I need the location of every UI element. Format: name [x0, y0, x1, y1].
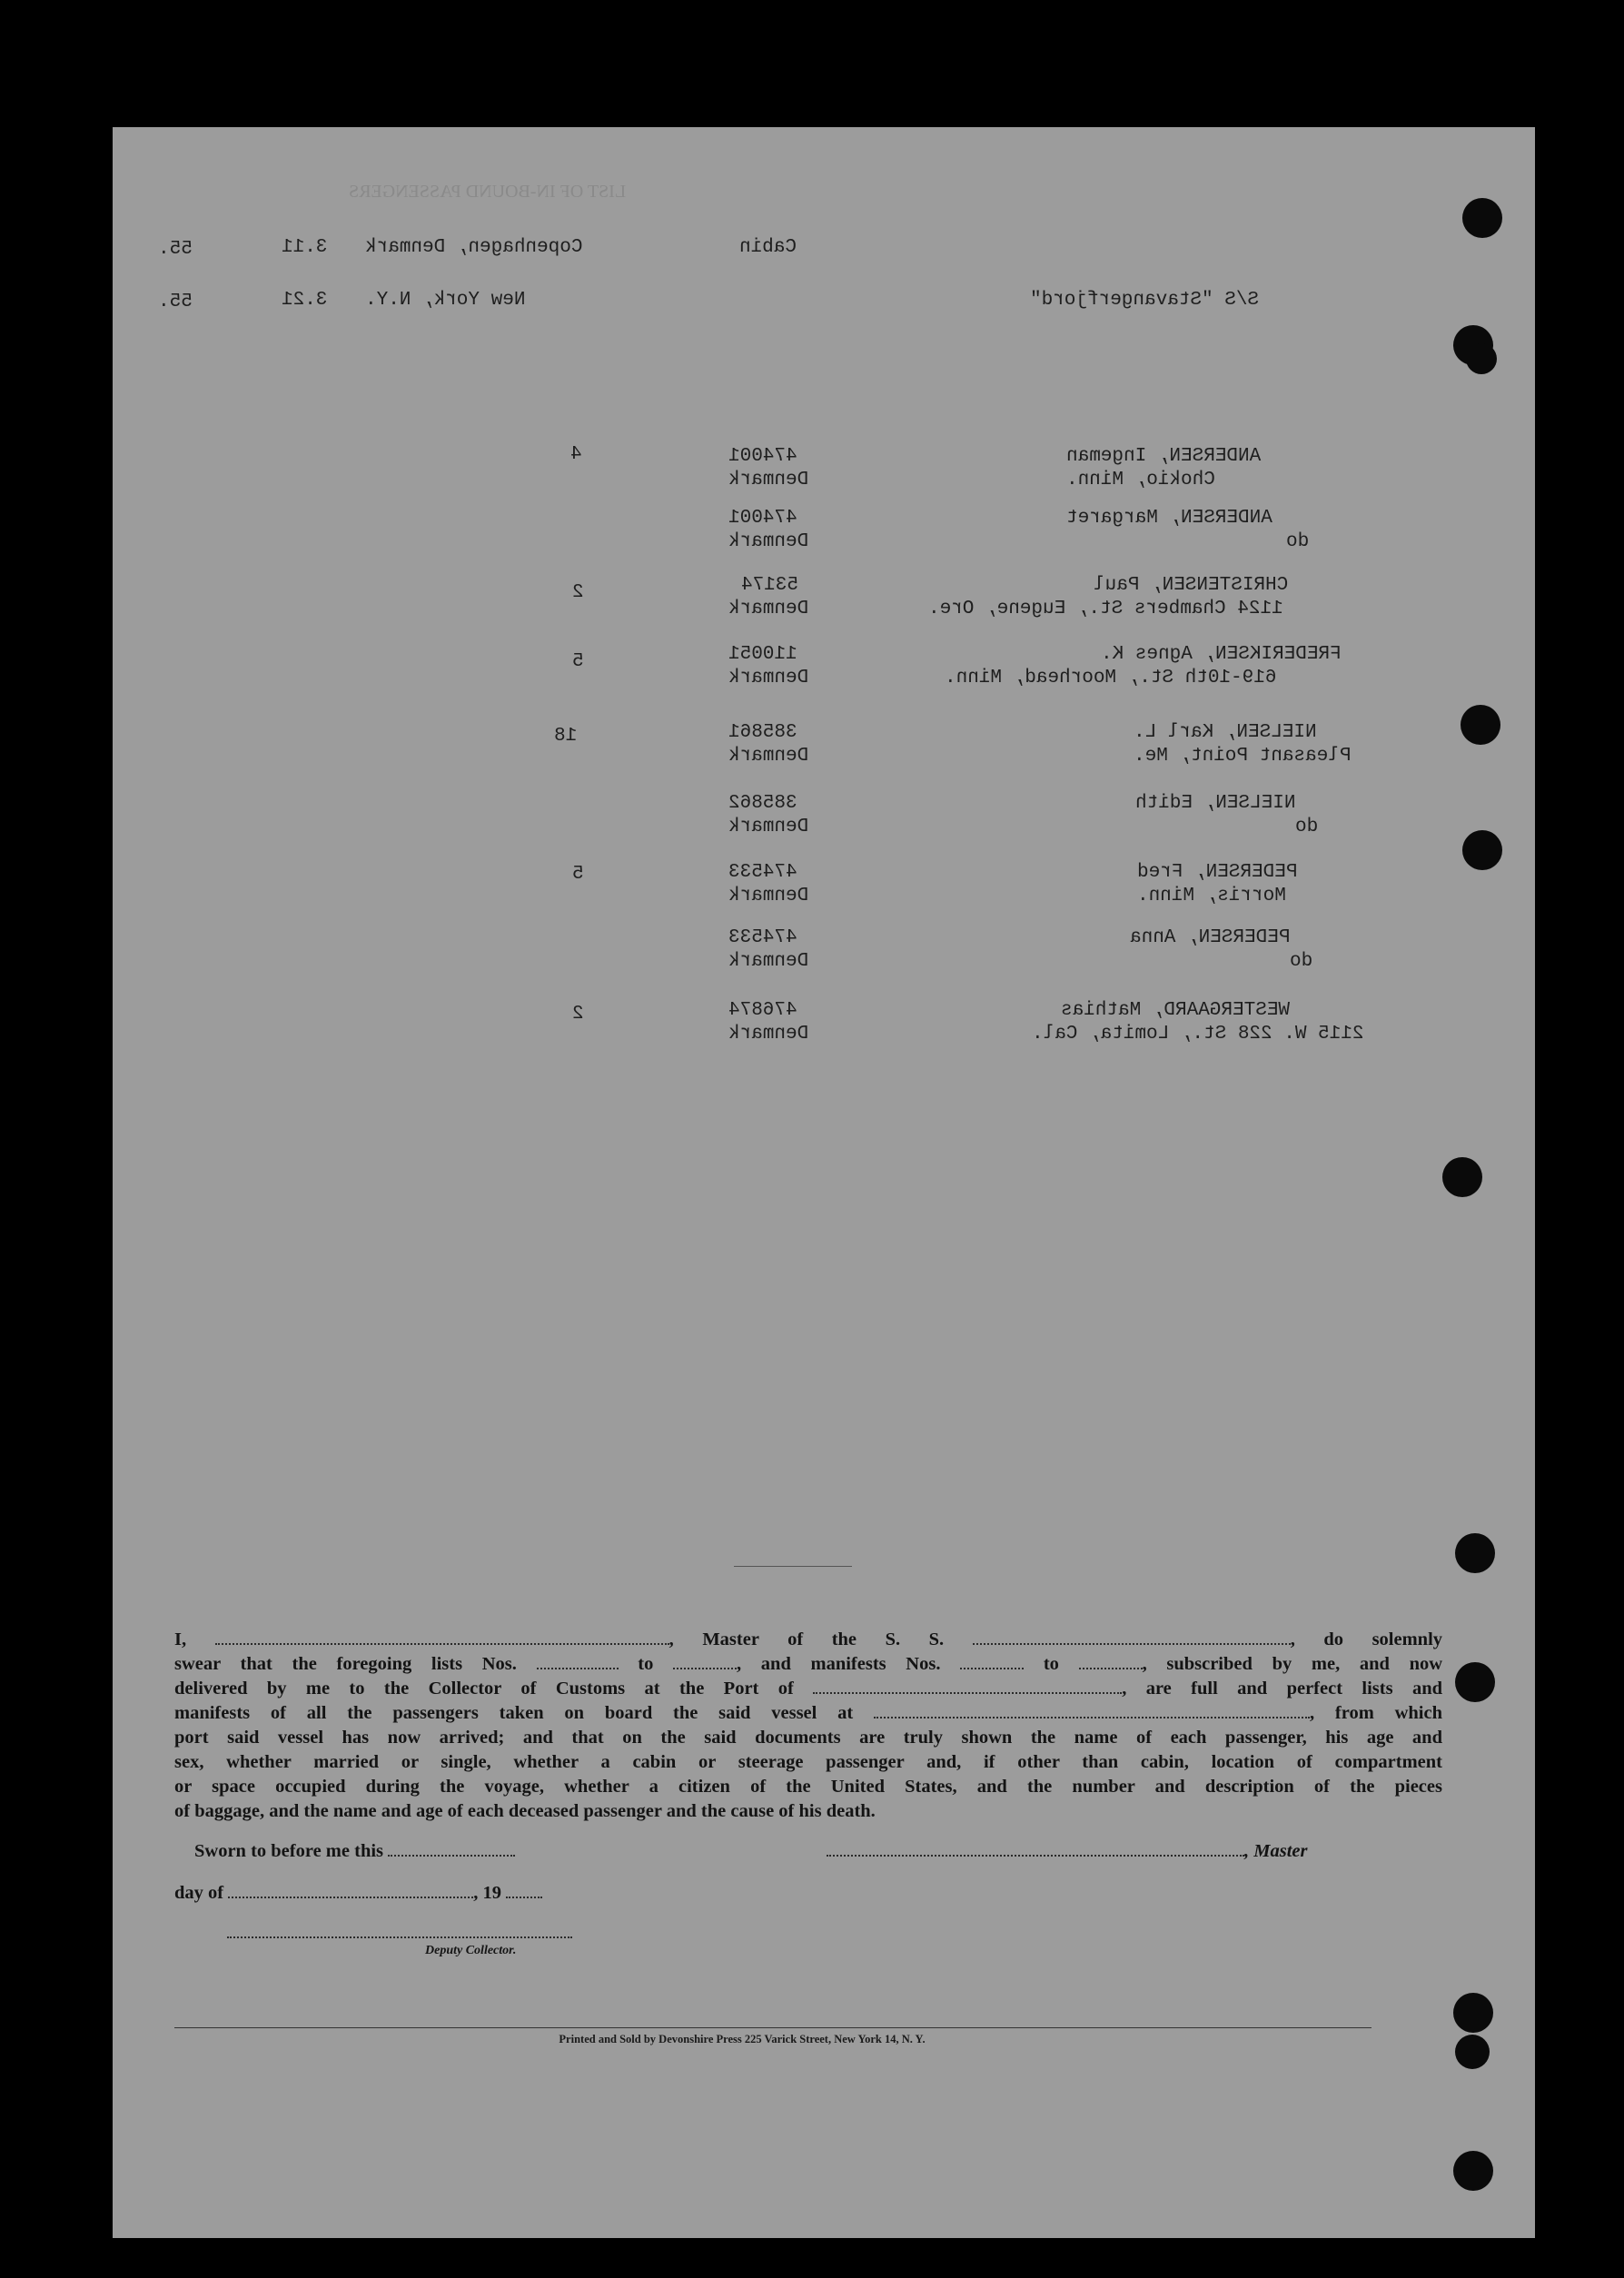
- header-port: Copenhagen, Denmark: [365, 237, 583, 258]
- master-signature-blank[interactable]: [827, 1840, 1244, 1857]
- departure-port-blank[interactable]: [874, 1702, 1310, 1718]
- binder-hole: [1442, 1157, 1482, 1197]
- passenger-country: Denmark: [728, 951, 809, 972]
- printer-imprint: Printed and Sold by Devonshire Press 225 Varick Street, New York 14, N. Y.: [559, 2033, 926, 2045]
- passenger-address: do: [1290, 951, 1313, 972]
- passenger-number: 385861: [728, 722, 797, 743]
- deputy-label: [425, 1944, 516, 1958]
- year-text: , 19: [473, 1883, 501, 1903]
- header-col-no: 55.: [158, 292, 193, 312]
- binder-hole: [1455, 1662, 1495, 1702]
- passenger-address: do: [1295, 817, 1319, 837]
- header-ship: S/S "Stavangerfjord": [1030, 290, 1260, 311]
- passenger-name: CHRISTENSEN, Paul: [1094, 575, 1289, 596]
- passenger-country: Denmark: [728, 1024, 809, 1045]
- passenger-count: 5: [572, 864, 584, 885]
- passenger-count: 2: [572, 582, 584, 603]
- manifest-from-blank[interactable]: [960, 1653, 1024, 1669]
- oath-line: [174, 1701, 1442, 1726]
- binder-hole: [1466, 343, 1497, 374]
- passenger-number: 476874: [728, 1000, 797, 1021]
- passenger-number: 474001: [728, 508, 797, 529]
- binder-hole: [1455, 1533, 1495, 1573]
- passenger-country: Denmark: [728, 817, 809, 837]
- passenger-country: Denmark: [728, 886, 809, 906]
- oath-text: , do solemnly: [1290, 1629, 1443, 1649]
- passenger-address: Pleasant Point, Me.: [1134, 746, 1352, 767]
- passenger-country: Denmark: [728, 599, 809, 619]
- binder-hole: [1455, 2035, 1490, 2069]
- master-signature: [827, 1840, 1307, 1862]
- oath-text: , are full and perfect lists and: [1122, 1679, 1442, 1699]
- header-class: Cabin: [739, 237, 797, 258]
- day-of-blank[interactable]: [228, 1882, 473, 1898]
- passenger-address: 619-10th St., Moorhead, Minn.: [945, 668, 1277, 688]
- passenger-name: ANDERSEN, Ingeman: [1066, 446, 1262, 467]
- passenger-number: 474533: [728, 927, 797, 948]
- oath-text: , subscribed by me, and now: [1142, 1654, 1443, 1674]
- passenger-address: Morris, Minn.: [1137, 886, 1286, 906]
- passenger-address: 2115 W. 228 St., Lomita, Cal.: [1032, 1024, 1364, 1045]
- deputy-text: Deputy Collector.: [425, 1944, 517, 1957]
- year-blank[interactable]: [506, 1882, 542, 1898]
- document-page: [113, 127, 1535, 2238]
- passenger-number: 385862: [728, 793, 797, 814]
- header-port: New York, N.Y.: [365, 290, 526, 311]
- port-blank[interactable]: [813, 1678, 1122, 1694]
- day-of-line: [174, 1882, 542, 1904]
- oath-line: [174, 1677, 1442, 1701]
- list-from-blank[interactable]: [537, 1653, 619, 1669]
- oath-line: sex, whether married or single, whether a cabin or steerage passenger and, if other than cabin, location of compartment: [174, 1752, 1442, 1772]
- passenger-count: 4: [570, 444, 582, 465]
- sworn-text: Sworn to before me this: [194, 1841, 384, 1861]
- binder-hole: [1462, 198, 1502, 238]
- oath-text: , Master of the S. S.: [668, 1629, 945, 1649]
- deputy-signature-line[interactable]: [227, 1922, 572, 1944]
- master-name-blank[interactable]: [215, 1629, 669, 1645]
- binder-hole: [1453, 1993, 1493, 2033]
- master-oath: [174, 1628, 1442, 1824]
- header-date: 3.11: [282, 237, 328, 258]
- oath-line: of baggage, and the name and age of each deceased passenger and the cause of his death.: [174, 1801, 876, 1821]
- passenger-country: Denmark: [728, 470, 809, 490]
- passenger-count: 18: [554, 726, 578, 747]
- header-col-no: 55.: [158, 239, 193, 260]
- oath-text: manifests of all the passengers taken on board the said vessel at: [174, 1703, 854, 1723]
- faint-title: LIST OF IN-BOUND PASSENGERS: [349, 182, 627, 202]
- deputy-signature-blank[interactable]: [227, 1922, 572, 1938]
- passenger-name: NIELSEN, Edith: [1135, 793, 1296, 814]
- oath-text: I,: [174, 1629, 187, 1649]
- footer-rule: [174, 2027, 1371, 2028]
- passenger-country: Denmark: [728, 531, 809, 552]
- binder-hole: [1461, 705, 1500, 745]
- passenger-address: do: [1286, 531, 1310, 552]
- oath-text: , and manifests Nos.: [737, 1654, 941, 1674]
- oath-line: port said vessel has now arrived; and that on the said documents are truly shown the name of each passenger, his age and: [174, 1728, 1442, 1748]
- passenger-name: PEDERSEN, Fred: [1137, 862, 1298, 883]
- passenger-count: 2: [572, 1004, 584, 1025]
- passenger-address: 1124 Chambers St., Eugene, Ore.: [928, 599, 1283, 619]
- oath-text: , from which: [1310, 1703, 1442, 1723]
- header-date: 3.21: [282, 290, 328, 311]
- passenger-number: 110051: [728, 644, 797, 665]
- oath-text: swear that the foregoing lists Nos.: [174, 1654, 517, 1674]
- sworn-date-blank[interactable]: [388, 1840, 515, 1857]
- passenger-name: NIELSEN, Karl L.: [1134, 722, 1317, 743]
- manifest-to-blank[interactable]: [1079, 1653, 1143, 1669]
- passenger-name: PEDERSEN, Anna: [1130, 927, 1291, 948]
- passenger-number: 474533: [728, 862, 797, 883]
- passenger-address: Chokio, Minn.: [1066, 470, 1215, 490]
- passenger-name: WESTERGAARD, Mathias: [1061, 1000, 1291, 1021]
- divider: [734, 1566, 852, 1567]
- oath-line: [174, 1628, 1442, 1652]
- sworn-label: [194, 1840, 515, 1862]
- oath-line: or space occupied during the voyage, whether a citizen of the United States, and the number and description of the pieces: [174, 1777, 1442, 1797]
- list-to-blank[interactable]: [673, 1653, 737, 1669]
- master-label: , Master: [1244, 1841, 1308, 1861]
- ship-name-blank[interactable]: [973, 1629, 1291, 1645]
- passenger-number: 53174: [741, 575, 799, 596]
- oath-line: [174, 1652, 1442, 1677]
- binder-hole: [1462, 830, 1502, 870]
- passenger-country: Denmark: [728, 668, 809, 688]
- passenger-number: 474001: [728, 446, 797, 467]
- oath-text: to: [638, 1654, 654, 1674]
- binder-hole: [1453, 2151, 1493, 2191]
- oath-text: to: [1043, 1654, 1059, 1674]
- passenger-name: ANDERSEN, Margaret: [1066, 508, 1272, 529]
- passenger-country: Denmark: [728, 746, 809, 767]
- day-of-text: day of: [174, 1883, 224, 1903]
- passenger-name: FREDERIKSEN, Agnes K.: [1101, 644, 1342, 665]
- passenger-count: 5: [572, 651, 584, 672]
- oath-text: delivered by me to the Collector of Customs at the Port of: [174, 1679, 794, 1699]
